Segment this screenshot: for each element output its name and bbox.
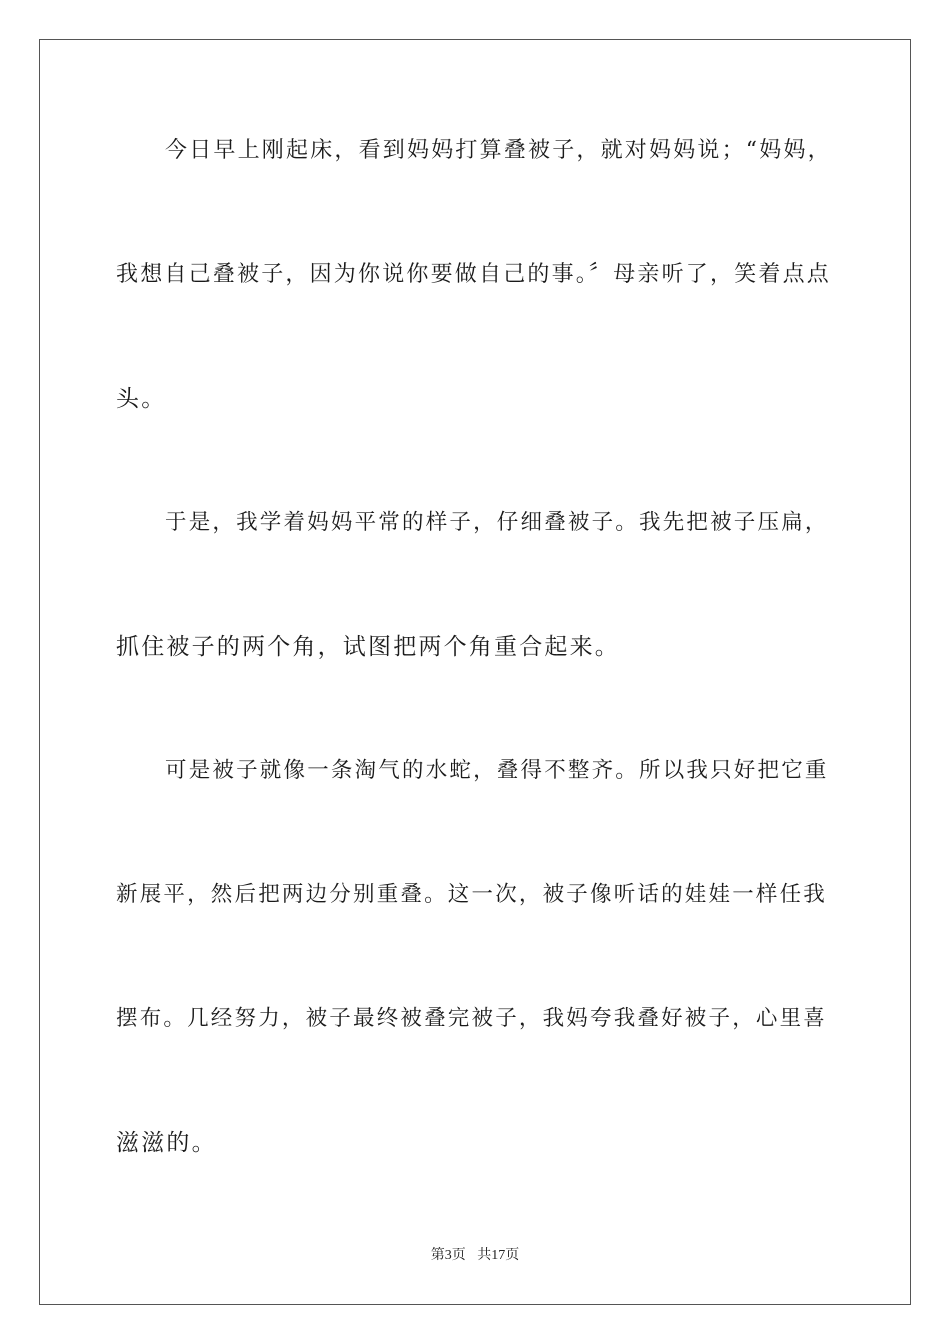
paragraph-line: 今日早上刚起床，看到妈妈打算叠被子，就对妈妈说；“妈妈， [165, 138, 832, 163]
paragraph-line: 头。 [116, 386, 167, 412]
page-number: 第3页 [430, 1248, 466, 1263]
page-footer [0, 1247, 950, 1265]
paragraph-line: 摆布。几经努力，被子最终被叠完被子，我妈夸我叠好被子，心里喜 [116, 1006, 828, 1031]
page-total: 共17页 [477, 1248, 520, 1263]
paragraph-line: 我想自己叠被子，因为你说你要做自己的事。〞母亲听了，笑着点点 [116, 262, 832, 287]
paragraph-line: 滋滋的。 [116, 1130, 217, 1156]
paragraph-line: 于是，我学着妈妈平常的样子，仔细叠被子。我先把被子压扁， [165, 510, 829, 535]
page-frame [39, 39, 911, 1305]
paragraph-line: 可是被子就像一条淘气的水蛇，叠得不整齐。所以我只好把它重 [165, 758, 829, 783]
paragraph-line: 抓住被子的两个角，试图把两个角重合起来。 [116, 634, 620, 660]
paragraph-line: 新展平，然后把两边分别重叠。这一次，被子像听话的娃娃一样任我 [116, 882, 828, 907]
